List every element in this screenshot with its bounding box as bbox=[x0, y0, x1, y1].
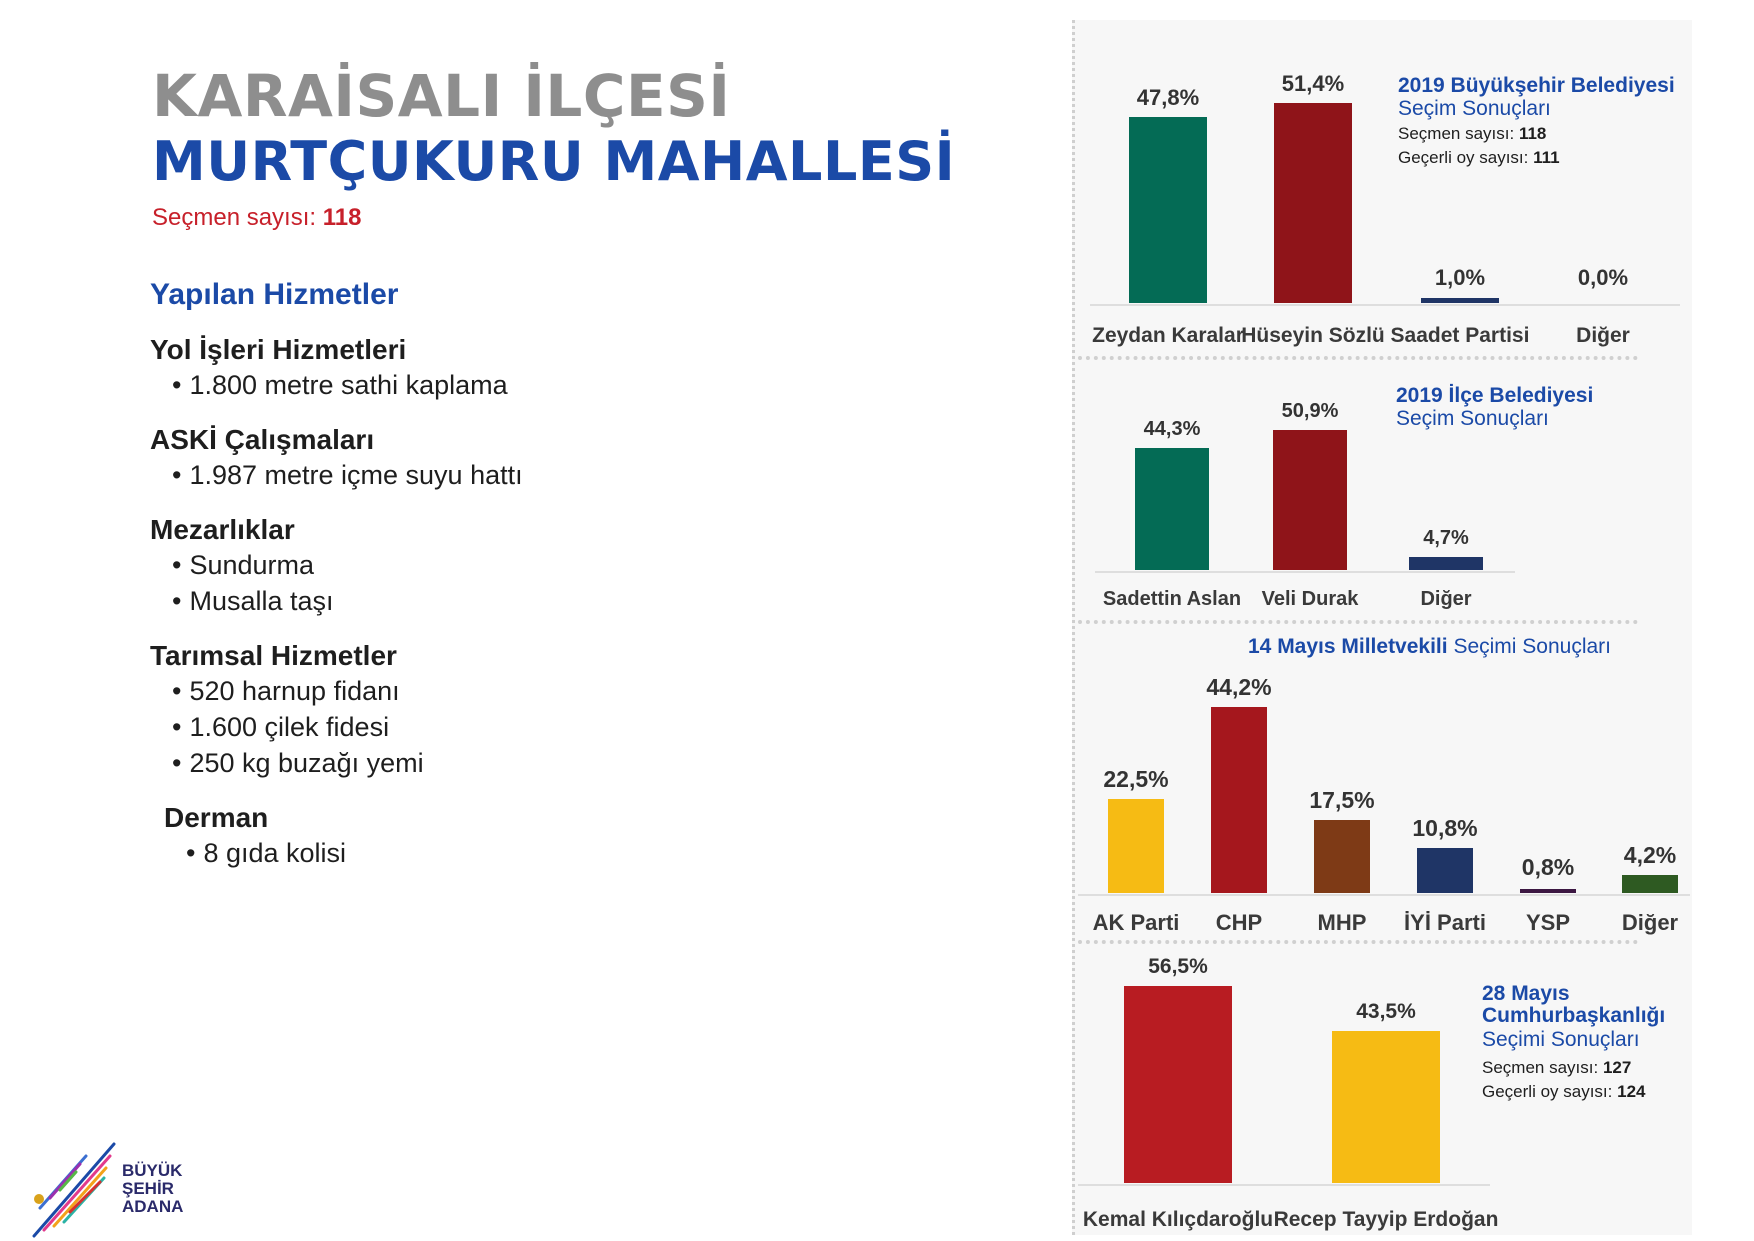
chart1-voter-count: Seçmen sayısı: 118 bbox=[1398, 124, 1547, 143]
bar-3-1 bbox=[1332, 1031, 1440, 1183]
service-item: • 520 harnup fidanı bbox=[172, 676, 400, 707]
service-item: • 8 gıda kolisi bbox=[186, 838, 346, 869]
service-item: • Musalla taşı bbox=[172, 586, 334, 617]
chart4-voter-count: Seçmen sayısı: 127 bbox=[1482, 1058, 1632, 1077]
voter-count-value: 118 bbox=[322, 204, 362, 231]
chart1-legend-subtitle: Seçim Sonuçları bbox=[1398, 97, 1551, 120]
category-label-0-1: Hüseyin Sözlü bbox=[1241, 324, 1385, 347]
chart3-title: 14 Mayıs Milletvekili Seçimi Sonuçları bbox=[1248, 635, 1612, 658]
chart4-legend-title-line2: Cumhurbaşkanlığı bbox=[1482, 1004, 1666, 1027]
section-divider bbox=[1078, 356, 1638, 360]
data-label-0-0: 47,8% bbox=[1136, 84, 1200, 110]
category-label-2-2: MHP bbox=[1317, 910, 1367, 935]
service-group-heading: ASKİ Çalışmaları bbox=[150, 424, 375, 455]
section-divider bbox=[1078, 940, 1638, 944]
chart2-legend-subtitle: Seçim Sonuçları bbox=[1396, 407, 1549, 430]
bar-2-3 bbox=[1417, 848, 1473, 893]
bar-2-1 bbox=[1211, 707, 1267, 893]
chart2-legend-title: 2019 İlçe Belediyesi bbox=[1396, 384, 1594, 407]
chart4-valid-votes: Geçerli oy sayısı: 124 bbox=[1482, 1082, 1646, 1101]
bar-1-1 bbox=[1273, 430, 1347, 570]
category-label-1-2: Diğer bbox=[1420, 588, 1472, 610]
voter-count bbox=[152, 204, 361, 232]
chart-baseline bbox=[1095, 571, 1515, 573]
category-label-2-0: AK Parti bbox=[1092, 910, 1180, 935]
chart1-legend-title: 2019 Büyükşehir Belediyesi bbox=[1398, 74, 1675, 97]
service-item: • Sundurma bbox=[172, 550, 314, 581]
service-item: • 1.987 metre içme suyu hattı bbox=[172, 460, 523, 491]
data-label-2-5: 4,2% bbox=[1623, 842, 1677, 869]
bar-0-2 bbox=[1421, 298, 1499, 303]
data-label-1-1: 50,9% bbox=[1281, 400, 1339, 423]
data-label-3-0: 56,5% bbox=[1148, 954, 1208, 978]
bar-2-4 bbox=[1520, 889, 1576, 893]
chart1-valid-votes: Geçerli oy sayısı: 111 bbox=[1398, 148, 1560, 167]
chart-baseline bbox=[1078, 1184, 1490, 1186]
district-title: KARAİSALI İLÇESİ bbox=[152, 62, 731, 130]
data-label-0-3: 0,0% bbox=[1577, 265, 1629, 290]
service-item: • 250 kg buzağı yemi bbox=[172, 748, 424, 779]
chart-baseline bbox=[1078, 894, 1690, 896]
neighborhood-title: MURTÇUKURU MAHALLESİ bbox=[152, 130, 956, 193]
bar-1-2 bbox=[1409, 557, 1483, 570]
data-label-2-0: 22,5% bbox=[1103, 765, 1169, 792]
data-label-0-1: 51,4% bbox=[1281, 70, 1345, 96]
service-group-heading: Derman bbox=[164, 802, 269, 833]
chart4-legend-title-line1: 28 Mayıs bbox=[1482, 982, 1570, 1005]
service-group-heading: Mezarlıklar bbox=[150, 514, 295, 545]
bar-2-5 bbox=[1622, 875, 1678, 893]
category-label-0-3: Diğer bbox=[1576, 324, 1630, 347]
category-label-0-2: Saadet Partisi bbox=[1390, 324, 1530, 347]
bar-2-2 bbox=[1314, 820, 1370, 894]
voter-count-label: Seçmen sayısı: bbox=[152, 204, 317, 231]
category-label-1-1: Veli Durak bbox=[1261, 588, 1359, 610]
data-label-1-0: 44,3% bbox=[1143, 418, 1201, 441]
data-label-2-2: 17,5% bbox=[1309, 786, 1375, 813]
bar-3-0 bbox=[1124, 986, 1232, 1183]
bar-2-0 bbox=[1108, 799, 1164, 894]
chart-baseline bbox=[1090, 304, 1680, 306]
service-item: • 1.800 metre sathi kaplama bbox=[172, 370, 508, 401]
category-label-2-5: Diğer bbox=[1621, 910, 1679, 935]
data-label-2-4: 0,8% bbox=[1521, 854, 1575, 880]
data-label-1-2: 4,7% bbox=[1423, 527, 1469, 550]
service-group-heading: Tarımsal Hizmetler bbox=[150, 640, 397, 671]
category-label-1-0: Sadettin Aslan bbox=[1102, 588, 1242, 610]
data-label-3-1: 43,5% bbox=[1356, 1000, 1416, 1024]
data-label-2-1: 44,2% bbox=[1206, 674, 1272, 701]
service-item: • 1.600 çilek fidesi bbox=[172, 712, 389, 743]
services-title: Yapılan Hizmetler bbox=[150, 278, 399, 311]
data-label-2-3: 10,8% bbox=[1412, 814, 1478, 841]
chart4-legend-subtitle: Seçimi Sonuçları bbox=[1482, 1028, 1640, 1051]
category-label-3-1: Recep Tayyip Erdoğan bbox=[1273, 1208, 1499, 1231]
service-group-heading: Yol İşleri Hizmetleri bbox=[150, 334, 407, 365]
category-label-2-3: İYİ Parti bbox=[1404, 910, 1486, 935]
category-label-0-0: Zeydan Karalar bbox=[1092, 324, 1244, 347]
section-divider bbox=[1078, 620, 1638, 624]
category-label-2-1: CHP bbox=[1215, 910, 1263, 935]
logo-wordmark: BÜYÜK ŞEHİR ADANA bbox=[122, 1161, 184, 1216]
bar-0-1 bbox=[1274, 103, 1352, 303]
data-label-0-2: 1,0% bbox=[1434, 265, 1486, 290]
category-label-3-0: Kemal Kılıçdaroğlu bbox=[1082, 1208, 1274, 1231]
bar-1-0 bbox=[1135, 448, 1209, 570]
bar-0-0 bbox=[1129, 117, 1207, 303]
category-label-2-4: YSP bbox=[1525, 910, 1571, 935]
